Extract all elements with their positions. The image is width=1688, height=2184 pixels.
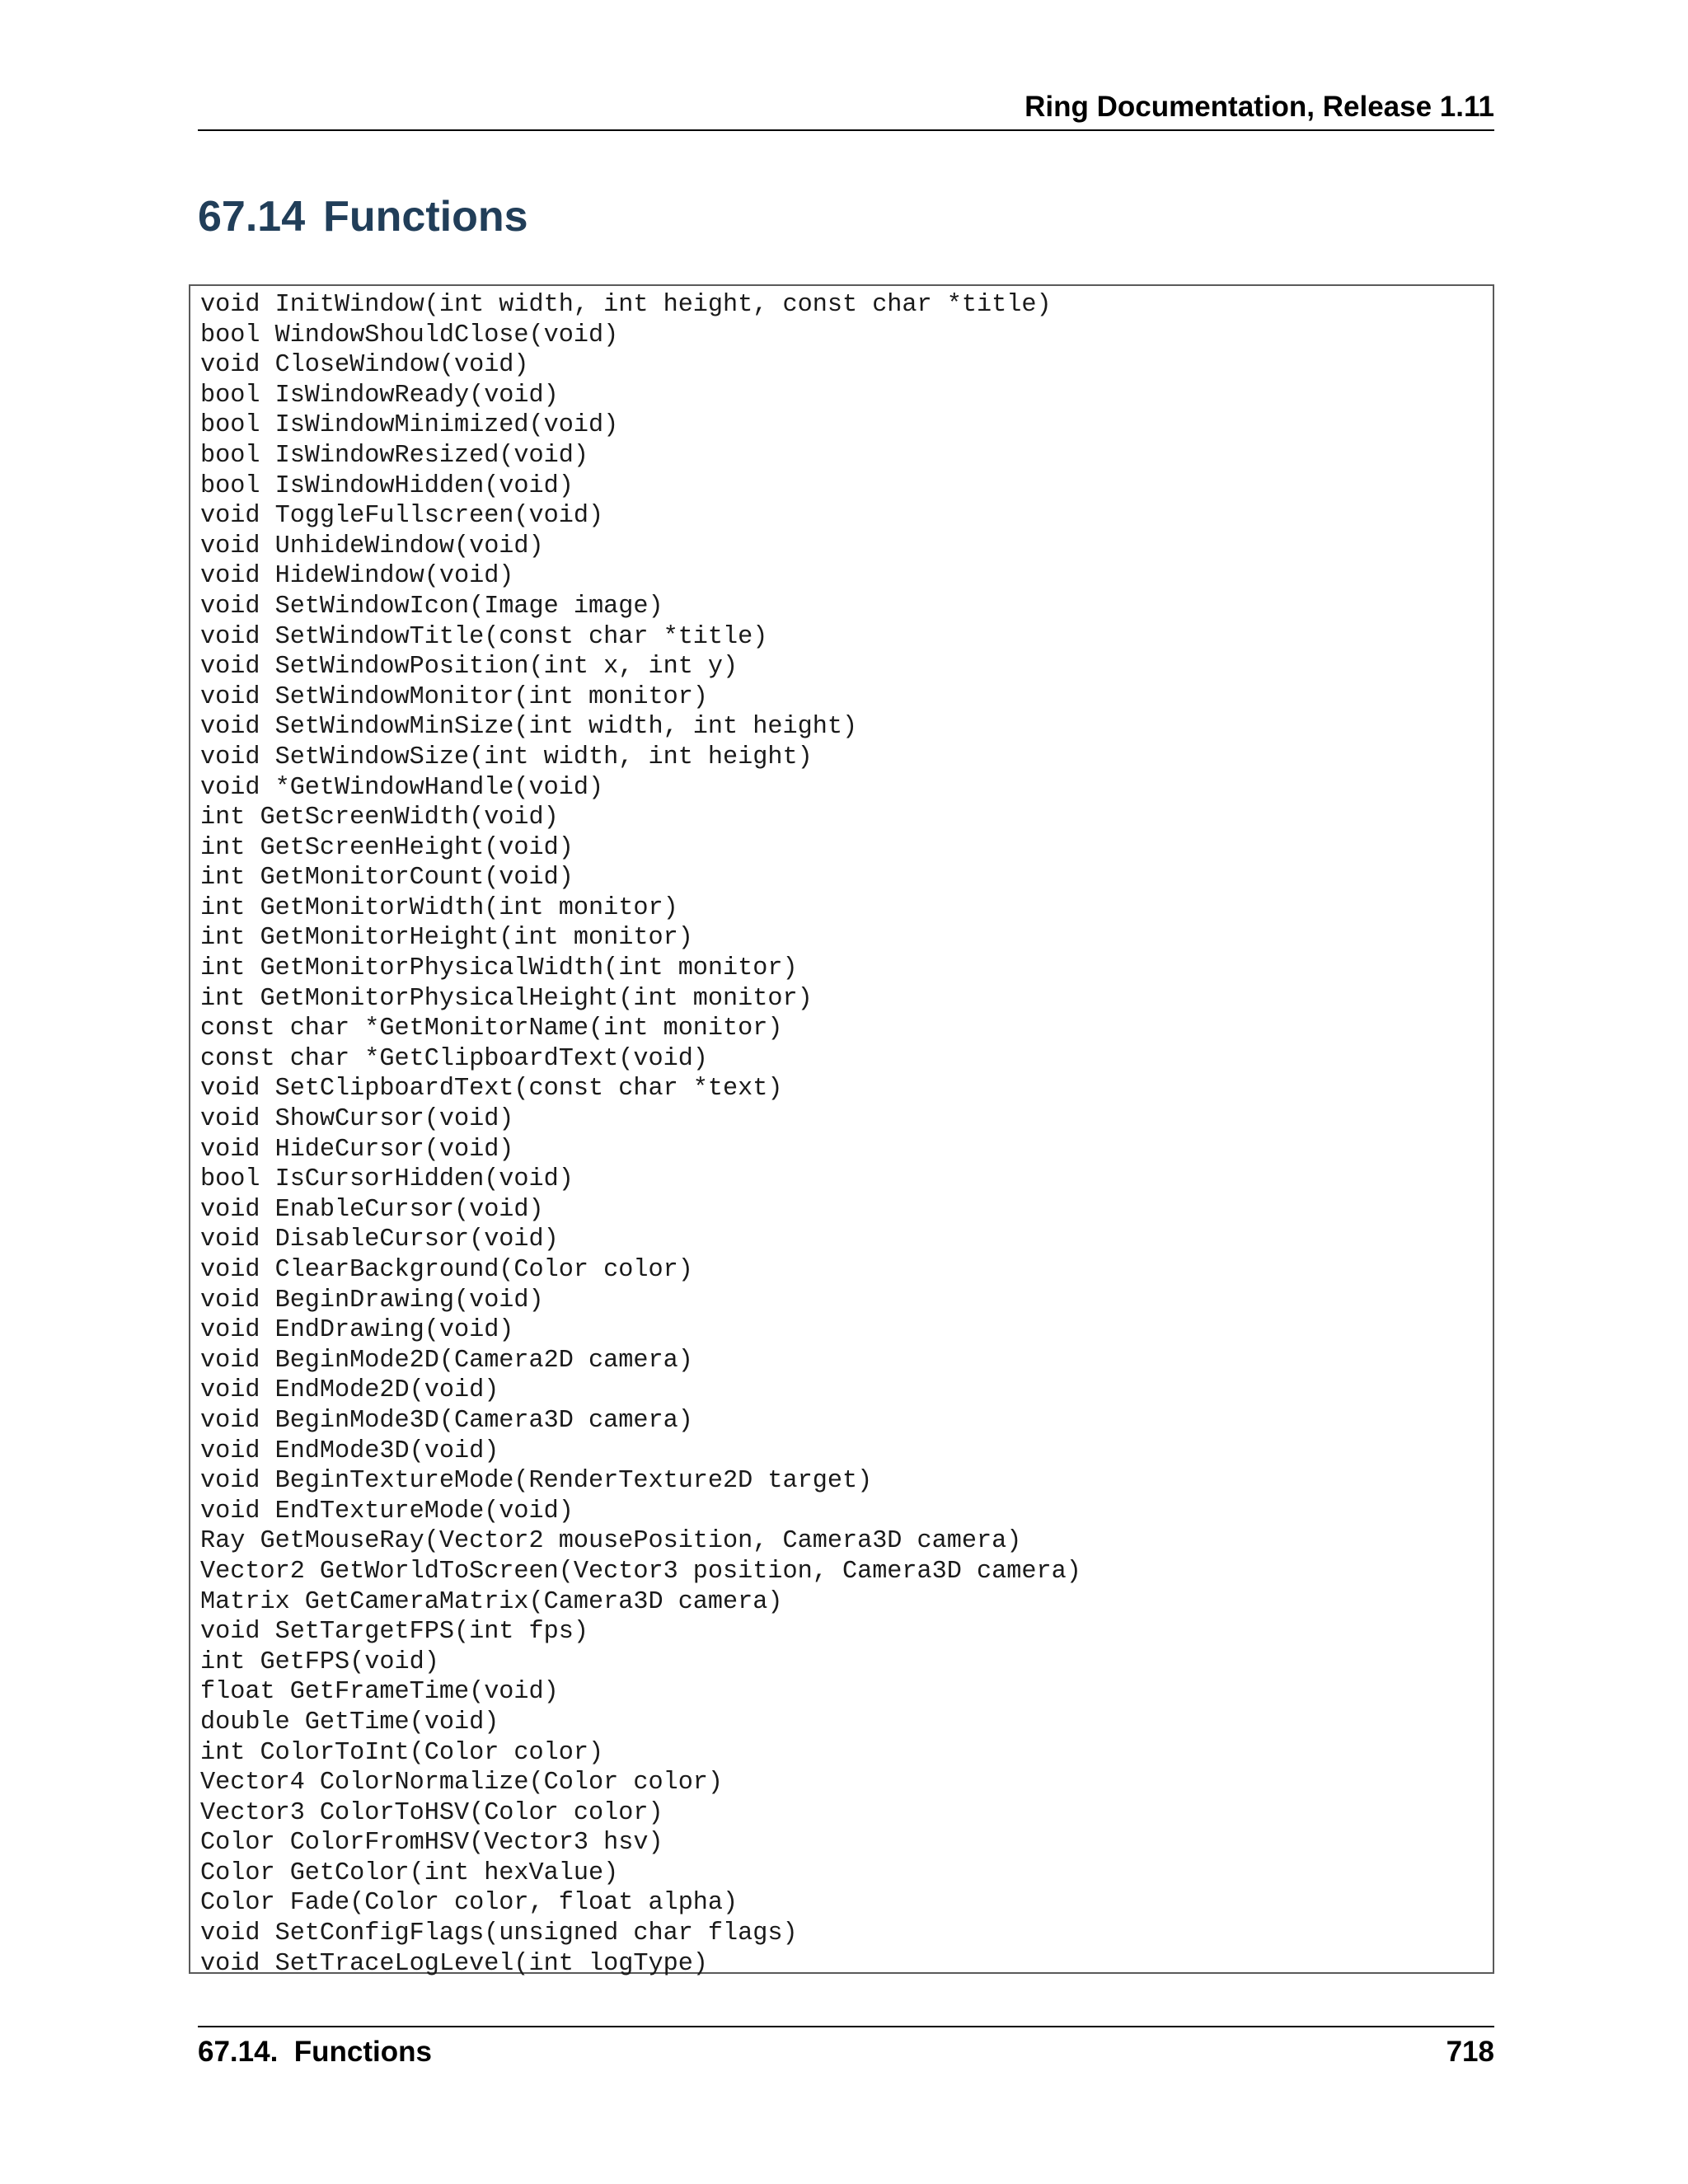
code-line: int GetScreenHeight(void)	[200, 833, 574, 862]
code-line: bool IsWindowMinimized(void)	[200, 411, 619, 440]
code-line: void SetWindowTitle(const char *title)	[200, 622, 768, 651]
section-heading	[198, 191, 528, 242]
code-line: void ClearBackground(Color color)	[200, 1256, 693, 1284]
code-line: void SetWindowMonitor(int monitor)	[200, 682, 708, 711]
code-line: void EndTextureMode(void)	[200, 1497, 574, 1526]
code-line: void BeginMode2D(Camera2D camera)	[200, 1346, 693, 1375]
code-line: void SetConfigFlags(unsigned char flags)	[200, 1919, 798, 1948]
code-line: void SetWindowSize(int width, int height)	[200, 743, 813, 771]
code-line: void BeginMode3D(Camera3D camera)	[200, 1406, 693, 1435]
code-line: void BeginDrawing(void)	[200, 1286, 544, 1315]
code-line: void HideWindow(void)	[200, 562, 514, 591]
code-line: Color ColorFromHSV(Vector3 hsv)	[200, 1829, 663, 1858]
code-line: void BeginTextureMode(RenderTexture2D target)	[200, 1467, 873, 1496]
code-line: void ToggleFullscreen(void)	[200, 502, 604, 531]
section-title-text: Functions	[323, 193, 528, 241]
code-line: void SetWindowIcon(Image image)	[200, 592, 663, 621]
code-line: bool IsCursorHidden(void)	[200, 1165, 574, 1194]
code-line: const char *GetMonitorName(int monitor)	[200, 1015, 783, 1043]
code-line: int GetFPS(void)	[200, 1647, 439, 1676]
code-line: bool IsWindowReady(void)	[200, 381, 559, 410]
code-line: void EndMode2D(void)	[200, 1376, 499, 1405]
code-line: Matrix GetCameraMatrix(Camera3D camera)	[200, 1587, 783, 1616]
code-line: void EndMode3D(void)	[200, 1436, 499, 1465]
running-header: Ring Documentation, Release 1.11	[1025, 91, 1494, 123]
code-lines	[200, 290, 1493, 1979]
code-line: Color Fade(Color color, float alpha)	[200, 1889, 738, 1918]
code-line: void HideCursor(void)	[200, 1135, 514, 1164]
code-line: Color GetColor(int hexValue)	[200, 1858, 619, 1887]
footer-section-ref: 67.14. Functions	[198, 2036, 432, 2068]
code-line: void SetTargetFPS(int fps)	[200, 1618, 589, 1647]
code-line: void EndDrawing(void)	[200, 1316, 514, 1345]
code-line: void DisableCursor(void)	[200, 1226, 559, 1254]
code-line: Ray GetMouseRay(Vector2 mousePosition, Camera3D camera)	[200, 1527, 1022, 1556]
page-number: 718	[1446, 2036, 1494, 2068]
code-line: const char *GetClipboardText(void)	[200, 1044, 708, 1073]
footer-divider	[198, 2026, 1494, 2027]
code-line: float GetFrameTime(void)	[200, 1678, 559, 1707]
code-line: int GetMonitorPhysicalWidth(int monitor)	[200, 954, 798, 983]
code-line: void SetWindowPosition(int x, int y)	[200, 653, 738, 682]
section-number: 67.14	[198, 193, 306, 241]
code-line: int GetMonitorPhysicalHeight(int monitor)	[200, 984, 813, 1013]
code-line: void EnableCursor(void)	[200, 1195, 544, 1224]
code-line: void *GetWindowHandle(void)	[200, 773, 604, 802]
code-line: Vector4 ColorNormalize(Color color)	[200, 1769, 724, 1797]
code-line: bool IsWindowResized(void)	[200, 441, 589, 470]
code-line: Vector2 GetWorldToScreen(Vector3 position, Camera3D camera)	[200, 1557, 1081, 1586]
code-line: void CloseWindow(void)	[200, 351, 529, 380]
code-line: void InitWindow(int width, int height, const char *title)	[200, 291, 1052, 319]
code-block	[189, 284, 1494, 1978]
code-line: int GetScreenWidth(void)	[200, 804, 559, 832]
header-divider	[198, 129, 1494, 131]
code-line: bool IsWindowHidden(void)	[200, 471, 574, 500]
code-line: void SetTraceLogLevel(int logType)	[200, 1949, 708, 1978]
code-line: int GetMonitorHeight(int monitor)	[200, 924, 693, 953]
code-line: void SetClipboardText(const char *text)	[200, 1075, 783, 1104]
code-line: bool WindowShouldClose(void)	[200, 321, 619, 349]
code-line: Vector3 ColorToHSV(Color color)	[200, 1798, 663, 1827]
code-line: double GetTime(void)	[200, 1708, 499, 1736]
code-line: int ColorToInt(Color color)	[200, 1738, 604, 1767]
code-line: void UnhideWindow(void)	[200, 532, 544, 560]
code-line: void ShowCursor(void)	[200, 1105, 514, 1134]
code-line: int GetMonitorCount(void)	[200, 864, 574, 893]
code-line: void SetWindowMinSize(int width, int height)	[200, 713, 858, 742]
code-line: int GetMonitorWidth(int monitor)	[200, 893, 678, 922]
